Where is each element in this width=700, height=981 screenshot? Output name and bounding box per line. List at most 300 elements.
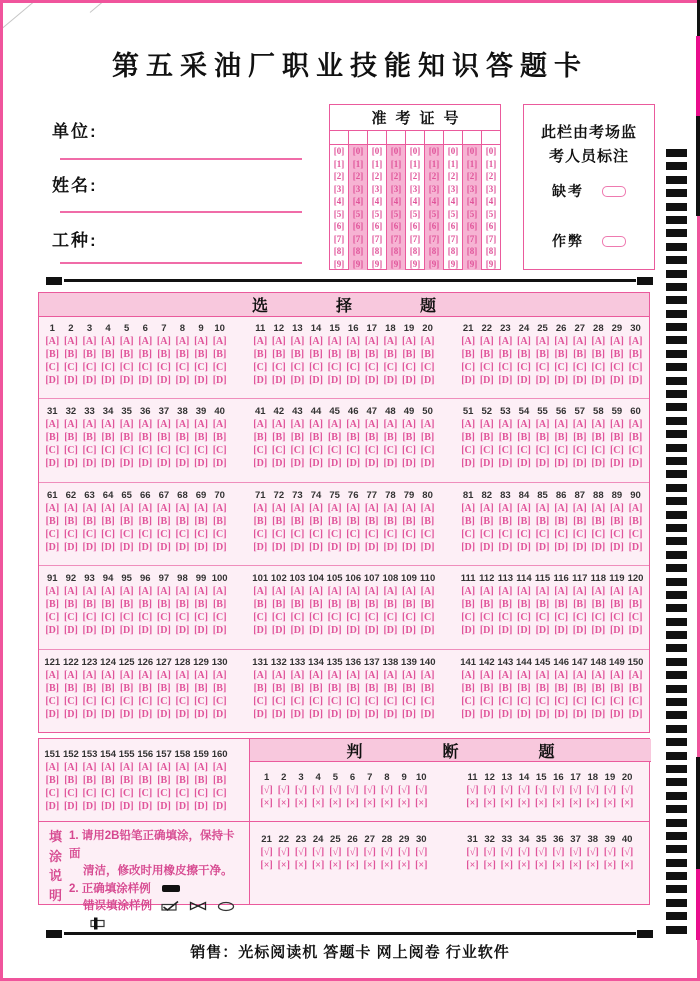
ticket-col6-digit-7[interactable]: [7] bbox=[428, 233, 440, 244]
choice-q14-option-D[interactable]: [D] bbox=[309, 375, 323, 386]
choice-q27-option-C[interactable]: [C] bbox=[572, 362, 587, 373]
choice-q74-option-A[interactable]: [A] bbox=[309, 502, 323, 514]
choice-q19-option-B[interactable]: [B] bbox=[402, 349, 416, 360]
choice-q76-option-A[interactable]: [A] bbox=[346, 502, 361, 514]
choice-q99-option-A[interactable]: [A] bbox=[194, 586, 208, 598]
choice-q31-option-C[interactable]: [C] bbox=[45, 445, 60, 457]
choice-q4-option-C[interactable]: [C] bbox=[101, 362, 116, 373]
choice-q32-option-A[interactable]: [A] bbox=[63, 419, 78, 431]
choice-q16-option-C[interactable]: [C] bbox=[346, 362, 361, 373]
choice-q104-option-D[interactable]: [D] bbox=[309, 625, 323, 637]
ticket-col8-digit-6[interactable]: [6] bbox=[466, 221, 478, 231]
choice-q126-option-B[interactable]: [B] bbox=[138, 682, 152, 694]
choice-q44-option-C[interactable]: [C] bbox=[309, 445, 323, 457]
ticket-col1-digit-9[interactable]: [9] bbox=[333, 258, 345, 269]
choice-q43-option-C[interactable]: [C] bbox=[290, 445, 305, 457]
choice-q65-option-B[interactable]: [B] bbox=[120, 515, 134, 527]
choice-q37-option-A[interactable]: [A] bbox=[156, 419, 171, 431]
choice-q16-option-A[interactable]: [A] bbox=[346, 336, 361, 347]
choice-q20-option-B[interactable]: [B] bbox=[420, 349, 435, 360]
choice-q63-option-C[interactable]: [C] bbox=[82, 528, 97, 540]
choice-q115-option-C[interactable]: [C] bbox=[535, 612, 550, 624]
job-write-line[interactable] bbox=[60, 262, 302, 264]
choice-q46-option-A[interactable]: [A] bbox=[346, 419, 361, 431]
choice-q79-option-C[interactable]: [C] bbox=[402, 528, 416, 540]
judge-q35-option-check[interactable]: [√] bbox=[535, 847, 548, 858]
choice-q153-option-C[interactable]: [C] bbox=[82, 788, 97, 799]
choice-q71-option-A[interactable]: [A] bbox=[253, 502, 268, 514]
choice-q122-option-A[interactable]: [A] bbox=[63, 669, 78, 681]
choice-q159-option-A[interactable]: [A] bbox=[194, 762, 208, 773]
ticket-col5-digit-8[interactable]: [8] bbox=[409, 246, 421, 256]
choice-q55-option-B[interactable]: [B] bbox=[535, 432, 550, 444]
judge-q11-option-cross[interactable]: [×] bbox=[466, 798, 479, 809]
choice-q25-option-A[interactable]: [A] bbox=[535, 336, 550, 347]
ticket-col2-digit-9[interactable]: [9] bbox=[352, 258, 364, 269]
choice-q13-option-B[interactable]: [B] bbox=[290, 349, 305, 360]
choice-q9-option-D[interactable]: [D] bbox=[194, 375, 208, 386]
ticket-col9-digit-4[interactable]: [4] bbox=[485, 196, 497, 206]
choice-q57-option-C[interactable]: [C] bbox=[572, 445, 587, 457]
choice-q109-option-C[interactable]: [C] bbox=[402, 612, 416, 624]
choice-q19-option-A[interactable]: [A] bbox=[402, 336, 416, 347]
judge-q15-option-check[interactable]: [√] bbox=[535, 785, 548, 796]
choice-q17-option-B[interactable]: [B] bbox=[365, 349, 379, 360]
judge-q4-option-check[interactable]: [√] bbox=[312, 785, 325, 796]
choice-q150-option-D[interactable]: [D] bbox=[628, 708, 643, 720]
ticket-col7-digit-2[interactable]: [2] bbox=[447, 171, 459, 181]
choice-q27-option-A[interactable]: [A] bbox=[572, 336, 587, 347]
choice-q136-option-B[interactable]: [B] bbox=[346, 682, 360, 694]
choice-q128-option-D[interactable]: [D] bbox=[175, 708, 190, 720]
choice-q1-option-A[interactable]: [A] bbox=[45, 336, 60, 347]
choice-q50-option-C[interactable]: [C] bbox=[420, 445, 435, 457]
ticket-col8-digit-9[interactable]: [9] bbox=[466, 258, 478, 269]
choice-q88-option-A[interactable]: [A] bbox=[591, 502, 606, 514]
ticket-col3-digit-7[interactable]: [7] bbox=[371, 233, 383, 244]
judge-q27-option-cross[interactable]: [×] bbox=[363, 860, 376, 871]
choice-q20-option-C[interactable]: [C] bbox=[420, 362, 435, 373]
choice-q24-option-B[interactable]: [B] bbox=[517, 349, 531, 360]
choice-q92-option-B[interactable]: [B] bbox=[64, 599, 78, 611]
choice-q100-option-A[interactable]: [A] bbox=[212, 586, 227, 598]
choice-q52-option-C[interactable]: [C] bbox=[479, 445, 494, 457]
choice-q23-option-D[interactable]: [D] bbox=[498, 375, 513, 386]
ticket-col6-digit-1[interactable]: [1] bbox=[428, 158, 440, 169]
choice-q66-option-A[interactable]: [A] bbox=[138, 502, 153, 514]
choice-q84-option-C[interactable]: [C] bbox=[517, 528, 531, 540]
choice-q7-option-A[interactable]: [A] bbox=[156, 336, 171, 347]
choice-q41-option-A[interactable]: [A] bbox=[253, 419, 268, 431]
choice-q80-option-B[interactable]: [B] bbox=[420, 515, 435, 527]
choice-q158-option-D[interactable]: [D] bbox=[175, 801, 190, 812]
choice-q54-option-C[interactable]: [C] bbox=[517, 445, 531, 457]
choice-q3-option-A[interactable]: [A] bbox=[82, 336, 97, 347]
choice-q2-option-A[interactable]: [A] bbox=[63, 336, 78, 347]
choice-q117-option-B[interactable]: [B] bbox=[573, 599, 587, 611]
choice-q117-option-A[interactable]: [A] bbox=[572, 586, 587, 598]
ticket-col2-digit-1[interactable]: [1] bbox=[352, 158, 364, 169]
choice-q20-option-D[interactable]: [D] bbox=[420, 375, 435, 386]
choice-q42-option-C[interactable]: [C] bbox=[271, 445, 286, 457]
choice-q106-option-B[interactable]: [B] bbox=[346, 599, 360, 611]
choice-q105-option-D[interactable]: [D] bbox=[327, 625, 342, 637]
choice-q128-option-C[interactable]: [C] bbox=[175, 695, 190, 707]
judge-q8-option-cross[interactable]: [×] bbox=[380, 798, 394, 809]
ticket-write-cell-1[interactable] bbox=[330, 131, 348, 145]
choice-q143-option-A[interactable]: [A] bbox=[498, 669, 513, 681]
ticket-write-cell-7[interactable] bbox=[444, 131, 462, 145]
choice-q67-option-D[interactable]: [D] bbox=[156, 541, 171, 553]
choice-q30-option-A[interactable]: [A] bbox=[628, 336, 643, 347]
judge-q34-option-cross[interactable]: [×] bbox=[517, 860, 531, 871]
ticket-col9-digit-7[interactable]: [7] bbox=[485, 233, 497, 244]
ticket-col3-digit-6[interactable]: [6] bbox=[371, 221, 383, 231]
choice-q9-option-A[interactable]: [A] bbox=[194, 336, 208, 347]
choice-q22-option-C[interactable]: [C] bbox=[479, 362, 494, 373]
choice-q58-option-C[interactable]: [C] bbox=[591, 445, 606, 457]
choice-q31-option-D[interactable]: [D] bbox=[45, 458, 60, 470]
choice-q32-option-D[interactable]: [D] bbox=[63, 458, 78, 470]
choice-q93-option-B[interactable]: [B] bbox=[82, 599, 97, 611]
choice-q100-option-B[interactable]: [B] bbox=[212, 599, 227, 611]
choice-q133-option-B[interactable]: [B] bbox=[290, 682, 305, 694]
judge-q20-option-check[interactable]: [√] bbox=[621, 785, 634, 796]
choice-q20-option-A[interactable]: [A] bbox=[420, 336, 435, 347]
choice-q148-option-B[interactable]: [B] bbox=[591, 682, 605, 694]
choice-q112-option-B[interactable]: [B] bbox=[480, 599, 494, 611]
choice-q59-option-C[interactable]: [C] bbox=[609, 445, 624, 457]
choice-q26-option-D[interactable]: [D] bbox=[554, 375, 569, 386]
choice-q120-option-D[interactable]: [D] bbox=[628, 625, 643, 637]
ticket-col7-digit-0[interactable]: [0] bbox=[447, 146, 459, 156]
choice-q130-option-C[interactable]: [C] bbox=[212, 695, 227, 707]
choice-q130-option-A[interactable]: [A] bbox=[212, 669, 227, 681]
ticket-col7-digit-5[interactable]: [5] bbox=[447, 208, 459, 219]
choice-q147-option-B[interactable]: [B] bbox=[573, 682, 587, 694]
choice-q110-option-D[interactable]: [D] bbox=[420, 625, 435, 637]
judge-q12-option-check[interactable]: [√] bbox=[483, 785, 496, 796]
choice-q133-option-A[interactable]: [A] bbox=[290, 669, 305, 681]
choice-q85-option-C[interactable]: [C] bbox=[535, 528, 550, 540]
choice-q156-option-B[interactable]: [B] bbox=[138, 775, 152, 786]
ticket-col8-digit-5[interactable]: [5] bbox=[466, 208, 478, 219]
choice-q97-option-A[interactable]: [A] bbox=[156, 586, 171, 598]
choice-q97-option-C[interactable]: [C] bbox=[156, 612, 171, 624]
choice-q150-option-B[interactable]: [B] bbox=[628, 682, 643, 694]
judge-q28-option-check[interactable]: [√] bbox=[380, 847, 393, 858]
choice-q144-option-C[interactable]: [C] bbox=[517, 695, 531, 707]
choice-q94-option-C[interactable]: [C] bbox=[101, 612, 116, 624]
choice-q12-option-A[interactable]: [A] bbox=[271, 336, 286, 347]
choice-q106-option-C[interactable]: [C] bbox=[346, 612, 361, 624]
choice-q90-option-B[interactable]: [B] bbox=[628, 515, 643, 527]
choice-q19-option-D[interactable]: [D] bbox=[402, 375, 416, 386]
choice-q54-option-B[interactable]: [B] bbox=[517, 432, 531, 444]
judge-q10-option-cross[interactable]: [×] bbox=[415, 798, 428, 809]
judge-q9-option-cross[interactable]: [×] bbox=[397, 798, 411, 809]
choice-q127-option-A[interactable]: [A] bbox=[156, 669, 171, 681]
choice-q125-option-C[interactable]: [C] bbox=[119, 695, 134, 707]
choice-q155-option-B[interactable]: [B] bbox=[120, 775, 134, 786]
choice-q159-option-B[interactable]: [B] bbox=[194, 775, 208, 786]
judge-q34-option-check[interactable]: [√] bbox=[517, 847, 531, 858]
choice-q98-option-A[interactable]: [A] bbox=[175, 586, 190, 598]
choice-q135-option-C[interactable]: [C] bbox=[327, 695, 342, 707]
choice-q18-option-B[interactable]: [B] bbox=[383, 349, 398, 360]
choice-q92-option-D[interactable]: [D] bbox=[63, 625, 78, 637]
choice-q116-option-A[interactable]: [A] bbox=[554, 586, 569, 598]
choice-q25-option-B[interactable]: [B] bbox=[535, 349, 550, 360]
choice-q73-option-A[interactable]: [A] bbox=[290, 502, 305, 514]
judge-q6-option-cross[interactable]: [×] bbox=[346, 798, 359, 809]
choice-q138-option-D[interactable]: [D] bbox=[383, 708, 398, 720]
choice-q103-option-B[interactable]: [B] bbox=[290, 599, 305, 611]
choice-q79-option-A[interactable]: [A] bbox=[402, 502, 416, 514]
choice-q83-option-D[interactable]: [D] bbox=[498, 541, 513, 553]
ticket-col2-digit-7[interactable]: [7] bbox=[352, 233, 364, 244]
choice-q62-option-A[interactable]: [A] bbox=[63, 502, 78, 514]
choice-q143-option-D[interactable]: [D] bbox=[498, 708, 513, 720]
choice-q132-option-C[interactable]: [C] bbox=[271, 695, 286, 707]
choice-q9-option-B[interactable]: [B] bbox=[194, 349, 208, 360]
choice-q112-option-D[interactable]: [D] bbox=[479, 625, 494, 637]
ticket-col2-digit-5[interactable]: [5] bbox=[352, 208, 364, 219]
choice-q23-option-C[interactable]: [C] bbox=[498, 362, 513, 373]
choice-q40-option-D[interactable]: [D] bbox=[212, 458, 227, 470]
choice-q98-option-D[interactable]: [D] bbox=[175, 625, 190, 637]
choice-q53-option-B[interactable]: [B] bbox=[498, 432, 513, 444]
choice-q137-option-D[interactable]: [D] bbox=[364, 708, 379, 720]
choice-q23-option-A[interactable]: [A] bbox=[498, 336, 513, 347]
ticket-col2-digit-2[interactable]: [2] bbox=[352, 171, 364, 181]
ticket-col6-digit-9[interactable]: [9] bbox=[428, 258, 440, 269]
choice-q42-option-D[interactable]: [D] bbox=[271, 458, 286, 470]
choice-q87-option-B[interactable]: [B] bbox=[573, 515, 587, 527]
judge-q32-option-cross[interactable]: [×] bbox=[483, 860, 496, 871]
choice-q8-option-D[interactable]: [D] bbox=[175, 375, 190, 386]
ticket-write-cell-3[interactable] bbox=[368, 131, 386, 145]
choice-q130-option-B[interactable]: [B] bbox=[212, 682, 227, 694]
choice-q97-option-D[interactable]: [D] bbox=[156, 625, 171, 637]
choice-q113-option-A[interactable]: [A] bbox=[498, 586, 513, 598]
choice-q85-option-A[interactable]: [A] bbox=[535, 502, 550, 514]
choice-q118-option-A[interactable]: [A] bbox=[591, 586, 606, 598]
choice-q113-option-B[interactable]: [B] bbox=[498, 599, 513, 611]
choice-q146-option-A[interactable]: [A] bbox=[554, 669, 569, 681]
choice-q11-option-B[interactable]: [B] bbox=[253, 349, 267, 360]
choice-q87-option-D[interactable]: [D] bbox=[572, 541, 587, 553]
choice-q152-option-A[interactable]: [A] bbox=[63, 762, 78, 773]
choice-q134-option-B[interactable]: [B] bbox=[309, 682, 323, 694]
choice-q12-option-B[interactable]: [B] bbox=[272, 349, 286, 360]
ticket-col6-digit-5[interactable]: [5] bbox=[428, 208, 440, 219]
choice-q73-option-D[interactable]: [D] bbox=[290, 541, 305, 553]
choice-q100-option-D[interactable]: [D] bbox=[212, 625, 227, 637]
choice-q6-option-C[interactable]: [C] bbox=[138, 362, 153, 373]
judge-q7-option-check[interactable]: [√] bbox=[363, 785, 376, 796]
ticket-col4-digit-4[interactable]: [4] bbox=[390, 196, 402, 206]
choice-q127-option-D[interactable]: [D] bbox=[156, 708, 171, 720]
choice-q142-option-C[interactable]: [C] bbox=[479, 695, 494, 707]
choice-q63-option-A[interactable]: [A] bbox=[82, 502, 97, 514]
choice-q129-option-D[interactable]: [D] bbox=[194, 708, 208, 720]
choice-q77-option-B[interactable]: [B] bbox=[365, 515, 379, 527]
choice-q137-option-A[interactable]: [A] bbox=[364, 669, 379, 681]
choice-q150-option-C[interactable]: [C] bbox=[628, 695, 643, 707]
choice-q108-option-B[interactable]: [B] bbox=[383, 599, 398, 611]
choice-q60-option-D[interactable]: [D] bbox=[628, 458, 643, 470]
judge-q8-option-check[interactable]: [√] bbox=[380, 785, 393, 796]
choice-q154-option-D[interactable]: [D] bbox=[101, 801, 116, 812]
judge-q5-option-check[interactable]: [√] bbox=[329, 785, 342, 796]
choice-q68-option-D[interactable]: [D] bbox=[175, 541, 190, 553]
choice-q42-option-A[interactable]: [A] bbox=[271, 419, 286, 431]
choice-q154-option-B[interactable]: [B] bbox=[101, 775, 115, 786]
choice-q38-option-A[interactable]: [A] bbox=[175, 419, 190, 431]
choice-q49-option-C[interactable]: [C] bbox=[402, 445, 416, 457]
choice-q28-option-B[interactable]: [B] bbox=[591, 349, 605, 360]
ticket-col7-digit-6[interactable]: [6] bbox=[447, 221, 459, 231]
choice-q32-option-B[interactable]: [B] bbox=[64, 432, 78, 444]
choice-q11-option-C[interactable]: [C] bbox=[253, 362, 268, 373]
judge-q12-option-cross[interactable]: [×] bbox=[483, 798, 496, 809]
choice-q149-option-C[interactable]: [C] bbox=[609, 695, 624, 707]
choice-q124-option-A[interactable]: [A] bbox=[101, 669, 116, 681]
ticket-col8-digit-0[interactable]: [0] bbox=[466, 146, 478, 156]
choice-q120-option-B[interactable]: [B] bbox=[628, 599, 643, 611]
choice-q8-option-B[interactable]: [B] bbox=[175, 349, 190, 360]
choice-q114-option-C[interactable]: [C] bbox=[517, 612, 531, 624]
choice-q82-option-C[interactable]: [C] bbox=[479, 528, 494, 540]
choice-q11-option-D[interactable]: [D] bbox=[253, 375, 268, 386]
ticket-col5-digit-1[interactable]: [1] bbox=[409, 158, 421, 169]
ticket-col7-digit-3[interactable]: [3] bbox=[447, 183, 459, 194]
choice-q78-option-B[interactable]: [B] bbox=[383, 515, 398, 527]
choice-q89-option-C[interactable]: [C] bbox=[609, 528, 624, 540]
choice-q51-option-B[interactable]: [B] bbox=[461, 432, 475, 444]
choice-q129-option-A[interactable]: [A] bbox=[194, 669, 208, 681]
choice-q41-option-B[interactable]: [B] bbox=[253, 432, 267, 444]
choice-q118-option-C[interactable]: [C] bbox=[591, 612, 606, 624]
choice-q111-option-D[interactable]: [D] bbox=[461, 625, 476, 637]
choice-q57-option-B[interactable]: [B] bbox=[573, 432, 587, 444]
choice-q119-option-D[interactable]: [D] bbox=[609, 625, 624, 637]
judge-q39-option-cross[interactable]: [×] bbox=[603, 860, 617, 871]
ticket-write-cell-9[interactable] bbox=[482, 131, 500, 145]
choice-q17-option-D[interactable]: [D] bbox=[364, 375, 379, 386]
choice-q111-option-B[interactable]: [B] bbox=[461, 599, 475, 611]
choice-q98-option-B[interactable]: [B] bbox=[175, 599, 190, 611]
ticket-col4-digit-8[interactable]: [8] bbox=[390, 246, 402, 256]
choice-q59-option-A[interactable]: [A] bbox=[609, 419, 624, 431]
choice-q40-option-C[interactable]: [C] bbox=[212, 445, 227, 457]
choice-q158-option-C[interactable]: [C] bbox=[175, 788, 190, 799]
choice-q6-option-A[interactable]: [A] bbox=[138, 336, 153, 347]
choice-q137-option-C[interactable]: [C] bbox=[364, 695, 379, 707]
judge-q37-option-cross[interactable]: [×] bbox=[569, 860, 582, 871]
choice-q131-option-C[interactable]: [C] bbox=[253, 695, 268, 707]
choice-q75-option-D[interactable]: [D] bbox=[327, 541, 342, 553]
judge-q1-option-cross[interactable]: [×] bbox=[260, 798, 273, 809]
choice-q32-option-C[interactable]: [C] bbox=[63, 445, 78, 457]
choice-q61-option-D[interactable]: [D] bbox=[45, 541, 60, 553]
choice-q58-option-D[interactable]: [D] bbox=[591, 458, 606, 470]
choice-q159-option-D[interactable]: [D] bbox=[194, 801, 208, 812]
choice-q4-option-A[interactable]: [A] bbox=[101, 336, 116, 347]
ticket-col7-digit-4[interactable]: [4] bbox=[447, 196, 459, 206]
judge-q37-option-check[interactable]: [√] bbox=[569, 847, 582, 858]
choice-q88-option-D[interactable]: [D] bbox=[591, 541, 606, 553]
choice-q144-option-A[interactable]: [A] bbox=[517, 669, 531, 681]
choice-q90-option-C[interactable]: [C] bbox=[628, 528, 643, 540]
choice-q150-option-A[interactable]: [A] bbox=[628, 669, 643, 681]
choice-q122-option-D[interactable]: [D] bbox=[63, 708, 78, 720]
choice-q78-option-D[interactable]: [D] bbox=[383, 541, 398, 553]
choice-q126-option-D[interactable]: [D] bbox=[138, 708, 153, 720]
choice-q103-option-D[interactable]: [D] bbox=[290, 625, 305, 637]
choice-q123-option-B[interactable]: [B] bbox=[82, 682, 97, 694]
choice-q152-option-D[interactable]: [D] bbox=[63, 801, 78, 812]
choice-q78-option-A[interactable]: [A] bbox=[383, 502, 398, 514]
choice-q74-option-B[interactable]: [B] bbox=[309, 515, 323, 527]
ticket-col2-digit-4[interactable]: [4] bbox=[352, 196, 364, 206]
choice-q79-option-D[interactable]: [D] bbox=[402, 541, 416, 553]
choice-q114-option-B[interactable]: [B] bbox=[517, 599, 531, 611]
choice-q45-option-C[interactable]: [C] bbox=[327, 445, 342, 457]
choice-q83-option-A[interactable]: [A] bbox=[498, 502, 513, 514]
choice-q72-option-C[interactable]: [C] bbox=[271, 528, 286, 540]
choice-q15-option-B[interactable]: [B] bbox=[327, 349, 342, 360]
choice-q72-option-D[interactable]: [D] bbox=[271, 541, 286, 553]
choice-q33-option-A[interactable]: [A] bbox=[82, 419, 97, 431]
choice-q107-option-D[interactable]: [D] bbox=[364, 625, 379, 637]
judge-q14-option-check[interactable]: [√] bbox=[517, 785, 531, 796]
choice-q74-option-D[interactable]: [D] bbox=[309, 541, 323, 553]
choice-q41-option-C[interactable]: [C] bbox=[253, 445, 268, 457]
choice-q90-option-D[interactable]: [D] bbox=[628, 541, 643, 553]
choice-q133-option-D[interactable]: [D] bbox=[290, 708, 305, 720]
choice-q14-option-C[interactable]: [C] bbox=[309, 362, 323, 373]
choice-q28-option-C[interactable]: [C] bbox=[591, 362, 606, 373]
judge-q16-option-check[interactable]: [√] bbox=[552, 785, 565, 796]
choice-q114-option-A[interactable]: [A] bbox=[517, 586, 531, 598]
choice-q91-option-A[interactable]: [A] bbox=[45, 586, 60, 598]
choice-q136-option-D[interactable]: [D] bbox=[346, 708, 361, 720]
choice-q40-option-A[interactable]: [A] bbox=[212, 419, 227, 431]
choice-q105-option-B[interactable]: [B] bbox=[327, 599, 342, 611]
choice-q157-option-D[interactable]: [D] bbox=[156, 801, 171, 812]
choice-q59-option-B[interactable]: [B] bbox=[610, 432, 624, 444]
choice-q56-option-B[interactable]: [B] bbox=[554, 432, 568, 444]
judge-q26-option-check[interactable]: [√] bbox=[346, 847, 359, 858]
ticket-col4-digit-5[interactable]: [5] bbox=[390, 208, 402, 219]
choice-q48-option-D[interactable]: [D] bbox=[383, 458, 398, 470]
judge-q27-option-check[interactable]: [√] bbox=[363, 847, 376, 858]
choice-q91-option-B[interactable]: [B] bbox=[45, 599, 59, 611]
judge-q20-option-cross[interactable]: [×] bbox=[620, 798, 634, 809]
ticket-col9-digit-3[interactable]: [3] bbox=[485, 183, 497, 194]
choice-q148-option-A[interactable]: [A] bbox=[591, 669, 606, 681]
choice-q53-option-A[interactable]: [A] bbox=[498, 419, 513, 431]
choice-q158-option-B[interactable]: [B] bbox=[175, 775, 190, 786]
choice-q92-option-C[interactable]: [C] bbox=[63, 612, 78, 624]
choice-q83-option-C[interactable]: [C] bbox=[498, 528, 513, 540]
judge-q1-option-check[interactable]: [√] bbox=[260, 785, 273, 796]
ticket-col1-digit-7[interactable]: [7] bbox=[333, 233, 345, 244]
choice-q53-option-C[interactable]: [C] bbox=[498, 445, 513, 457]
ticket-col4-digit-0[interactable]: [0] bbox=[390, 146, 402, 156]
